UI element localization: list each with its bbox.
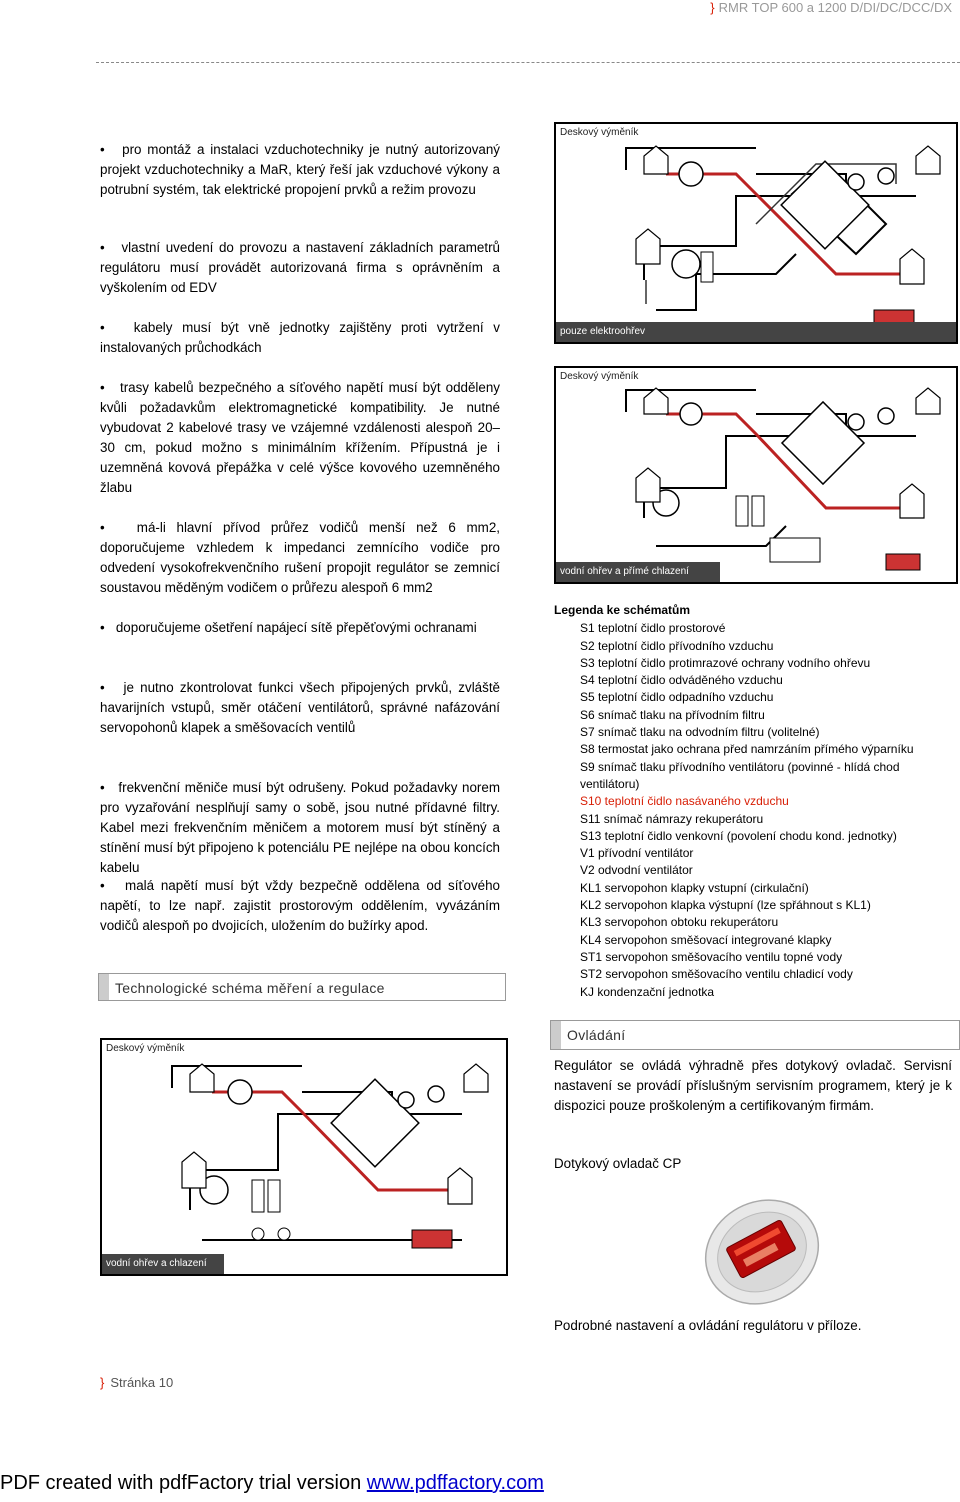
bullet-item: • pro montáž a instalaci vzduchotechniky je nutný autorizovaný projekt vzduchotechniky a MaR, který řeší jak vzduchové výkony a potrubní systém, tak elektrické propojení prvků a režim provozu — [100, 142, 500, 197]
bullet-item: • malá napětí musí být vždy bezpečně oddělena od síťového napětí, to lze např. zajistit prostorovým oddělením, vyvázáním vodičů alespoň po dvojicích, uložením do bužírky apod. — [100, 878, 500, 933]
section-title: Ovládání — [567, 1027, 626, 1043]
section-controls — [550, 1020, 960, 1050]
bullet-item: • má-li hlavní přívod průřez vodičů menší než 6 mm2, doporučujeme vzhledem k impedanci zemnícího vodiče pro odvedení vysokofrekvenčního rušení propojit regulátor se zemnicí soustavou měděným vodičem o průřezu alespoň 6 mm2 — [100, 520, 500, 595]
bullet-item: • doporučujeme ošetření napájecí sítě přepěťovými ochranami — [100, 620, 477, 635]
bullet-item: • vlastní uvedení do provozu a nastavení základních parametrů regulátoru musí provádět autorizovaná firma s oprávněním a vyškolením od EDV — [100, 240, 500, 295]
page-label: Stránka 10 — [110, 1375, 174, 1390]
controls-reference: Podrobné nastavení a ovládání regulátoru v příloze. — [554, 1318, 862, 1333]
header-divider — [96, 62, 960, 63]
diagram-footer: vodní ohřev a chlazení — [102, 1254, 224, 1274]
bullet-text: doporučujeme ošetření napájecí sítě přepěťovými ochranami — [115, 620, 477, 635]
diagram-title: Deskový výměník — [560, 371, 639, 382]
section-tech-scheme — [98, 973, 506, 1001]
diagram-title: Deskový výměník — [560, 127, 639, 138]
legend-item: S13 teplotní čidlo venkovní (povolení chodu kond. jednotky) — [580, 828, 897, 843]
legend-item: ST2 servopohon směšovacího ventilu chladicí vody — [580, 967, 853, 982]
legend-item: S5 teplotní čidlo odpadního vzduchu — [580, 690, 774, 705]
legend-item: S4 teplotní čidlo odváděného vzduchu — [580, 673, 783, 688]
section-bar — [551, 1021, 561, 1049]
legend-item: KL3 servopohon obtoku rekuperátoru — [580, 915, 779, 930]
legend-item: S2 teplotní čidlo přívodního vzduchu — [580, 638, 774, 653]
document-header — [710, 0, 952, 15]
legend-item: S8 termostat jako ochrana před namrzáním přímého výparníku — [580, 742, 914, 757]
legend-heading: Legenda ke schématům — [554, 603, 691, 617]
schema-legend — [554, 602, 954, 1001]
legend-item: KL2 servopohon klapka výstupní (lze spřáhnout s KL1) — [580, 898, 871, 913]
controls-paragraph: Regulátor se ovládá výhradně přes dotykový ovladač. Servisní nastavení se provádí příslušným servisním programem, který je k dispozici pouze proškoleným a certifikovaným firmám. — [554, 1058, 952, 1113]
controls-device-label: Dotykový ovladač CP — [554, 1156, 682, 1171]
legend-item: S11 snímač námrazy rekuperátoru — [580, 811, 764, 826]
watermark-text: PDF created with pdfFactory trial version — [0, 1472, 367, 1494]
bullet-text: má-li hlavní přívod průřez vodičů menší než 6 mm2, doporučujeme vzhledem k impedanci zemnícího vodiče pro odvedení vysokofrekvenčního rušení propojit regulátor se zemnicí soustavou měděným vodičem o průřezu alespoň 6 mm2 — [100, 520, 500, 595]
bullet-item: • frekvenční měniče musí být odrušeny. Pokud požadavky norem pro vyzařování nesplňují samy o sobě, jsou nutné přídavné filtry. Kabel mezi frekvenčním měničem a motorem musí být stíněný a stínění musí být připojeno k potenciálu PE nejlépe na obou koncích kabelu — [100, 780, 500, 875]
hvac-schematic — [556, 124, 956, 342]
bullet-text: je nutno zkontrolovat funkci všech připojených prvků, zvláště havarijních vstupů, směr otáčení ventilátorů, správné nafázování servopohonů klapek a směšovacích ventilů — [100, 680, 500, 735]
touch-controller-image — [700, 1194, 830, 1306]
legend-item: KJ kondenzační jednotka — [580, 984, 715, 999]
legend-item: KL4 servopohon směšovací integrované klapky — [580, 932, 832, 947]
legend-item: ST1 servopohon směšovacího ventilu topné vody — [580, 949, 843, 964]
bullet-text: kabely musí být vně jednotky zajištěny proti vytržení v instalovaných průchodkách — [100, 320, 500, 355]
legend-item: S6 snímač tlaku na přívodním filtru — [580, 707, 765, 722]
section-bar — [99, 974, 109, 1000]
legend-item: S7 snímač tlaku na odvodním filtru (volitelné) — [580, 725, 820, 740]
diagram-title: Deskový výměník — [106, 1043, 185, 1054]
diagram-footer: pouze elektroohřev — [556, 322, 956, 342]
hvac-schematic — [556, 368, 956, 582]
bullet-text: vlastní uvedení do provozu a nastavení základních parametrů regulátoru musí provádět autorizovaná firma s oprávněním a vyškolením od EDV — [100, 240, 500, 295]
legend-item-highlight: S10 teplotní čidlo nasávaného vzduchu — [580, 794, 789, 809]
bullet-text: malá napětí musí být vždy bezpečně oddělena od síťového napětí, to lze např. zajistit prostorovým oddělením, vyvázáním vodičů alespoň po dvojicích, uložením do bužírky apod. — [100, 878, 500, 933]
hvac-diagram-water-direct — [554, 366, 958, 584]
footer-brace: } — [100, 1375, 105, 1390]
section-title: Technologické schéma měření a regulace — [115, 980, 385, 996]
legend-item: S9 snímač tlaku přívodního ventilátoru (povinné - hlídá chod ventilátoru) — [580, 759, 900, 791]
bullet-item: • kabely musí být vně jednotky zajištěny proti vytržení v instalovaných průchodkách — [100, 320, 500, 355]
bullet-text: trasy kabelů bezpečného a síťového napětí musí být odděleny kvůli požadavkům elektromagnetické kompatibility. Je nutné vybudovat 2 kabelové trasy ve vzájemné vzdálenosti alespoň 20–30 cm, pokud možno s minimálním křížením. Přípustná je i uzemněná kovová přepážka v celé výšce kovového uzemněného žlabu — [100, 380, 500, 495]
page-number — [100, 1375, 173, 1390]
diagram-footer: vodní ohřev a přímé chlazení — [556, 562, 720, 582]
hvac-diagram-water-heat-cool — [100, 1038, 508, 1276]
bullet-text: frekvenční měniče musí být odrušeny. Pokud požadavky norem pro vyzařování nesplňují samy o sobě, jsou nutné přídavné filtry. Kabel mezi frekvenčním měničem a motorem musí být stíněný a stínění musí být připojeno k potenciálu PE nejlépe na obou koncích kabelu — [100, 780, 500, 875]
hvac-schematic — [102, 1040, 506, 1274]
bullet-item: • je nutno zkontrolovat funkci všech připojených prvků, zvláště havarijních vstupů, směr otáčení ventilátorů, správné nafázování servopohonů klapek a směšovacích ventilů — [100, 680, 500, 735]
bullet-text: pro montáž a instalaci vzduchotechniky je nutný autorizovaný projekt vzduchotechniky a MaR, který řeší jak vzduchové výkony a potrubní systém, tak elektrické propojení prvků a režim provozu — [100, 142, 500, 197]
bullet-item: • trasy kabelů bezpečného a síťového napětí musí být odděleny kvůli požadavkům elektromagnetické kompatibility. Je nutné vybudovat 2 kabelové trasy ve vzájemné vzdálenosti alespoň 20–30 cm, pokud možno s minimálním křížením. Přípustná je i uzemněná kovová přepážka v celé výšce kovového uzemněného žlabu — [100, 380, 500, 495]
header-brace: } — [710, 0, 715, 15]
watermark-link[interactable]: www.pdffactory.com — [366, 1472, 544, 1494]
header-title: RMR TOP 600 a 1200 D/DI/DC/DCC/DX — [718, 0, 952, 15]
legend-item: S3 teplotní čidlo protimrazové ochrany vodního ohřevu — [580, 655, 871, 670]
hvac-diagram-electric — [554, 122, 958, 344]
legend-item: V2 odvodní ventilátor — [580, 863, 693, 878]
legend-item: S1 teplotní čidlo prostorové — [580, 621, 726, 636]
legend-item: V1 přívodní ventilátor — [580, 846, 694, 861]
legend-item: KL1 servopohon klapky vstupní (cirkulační) — [580, 880, 809, 895]
pdf-watermark — [0, 1472, 544, 1495]
